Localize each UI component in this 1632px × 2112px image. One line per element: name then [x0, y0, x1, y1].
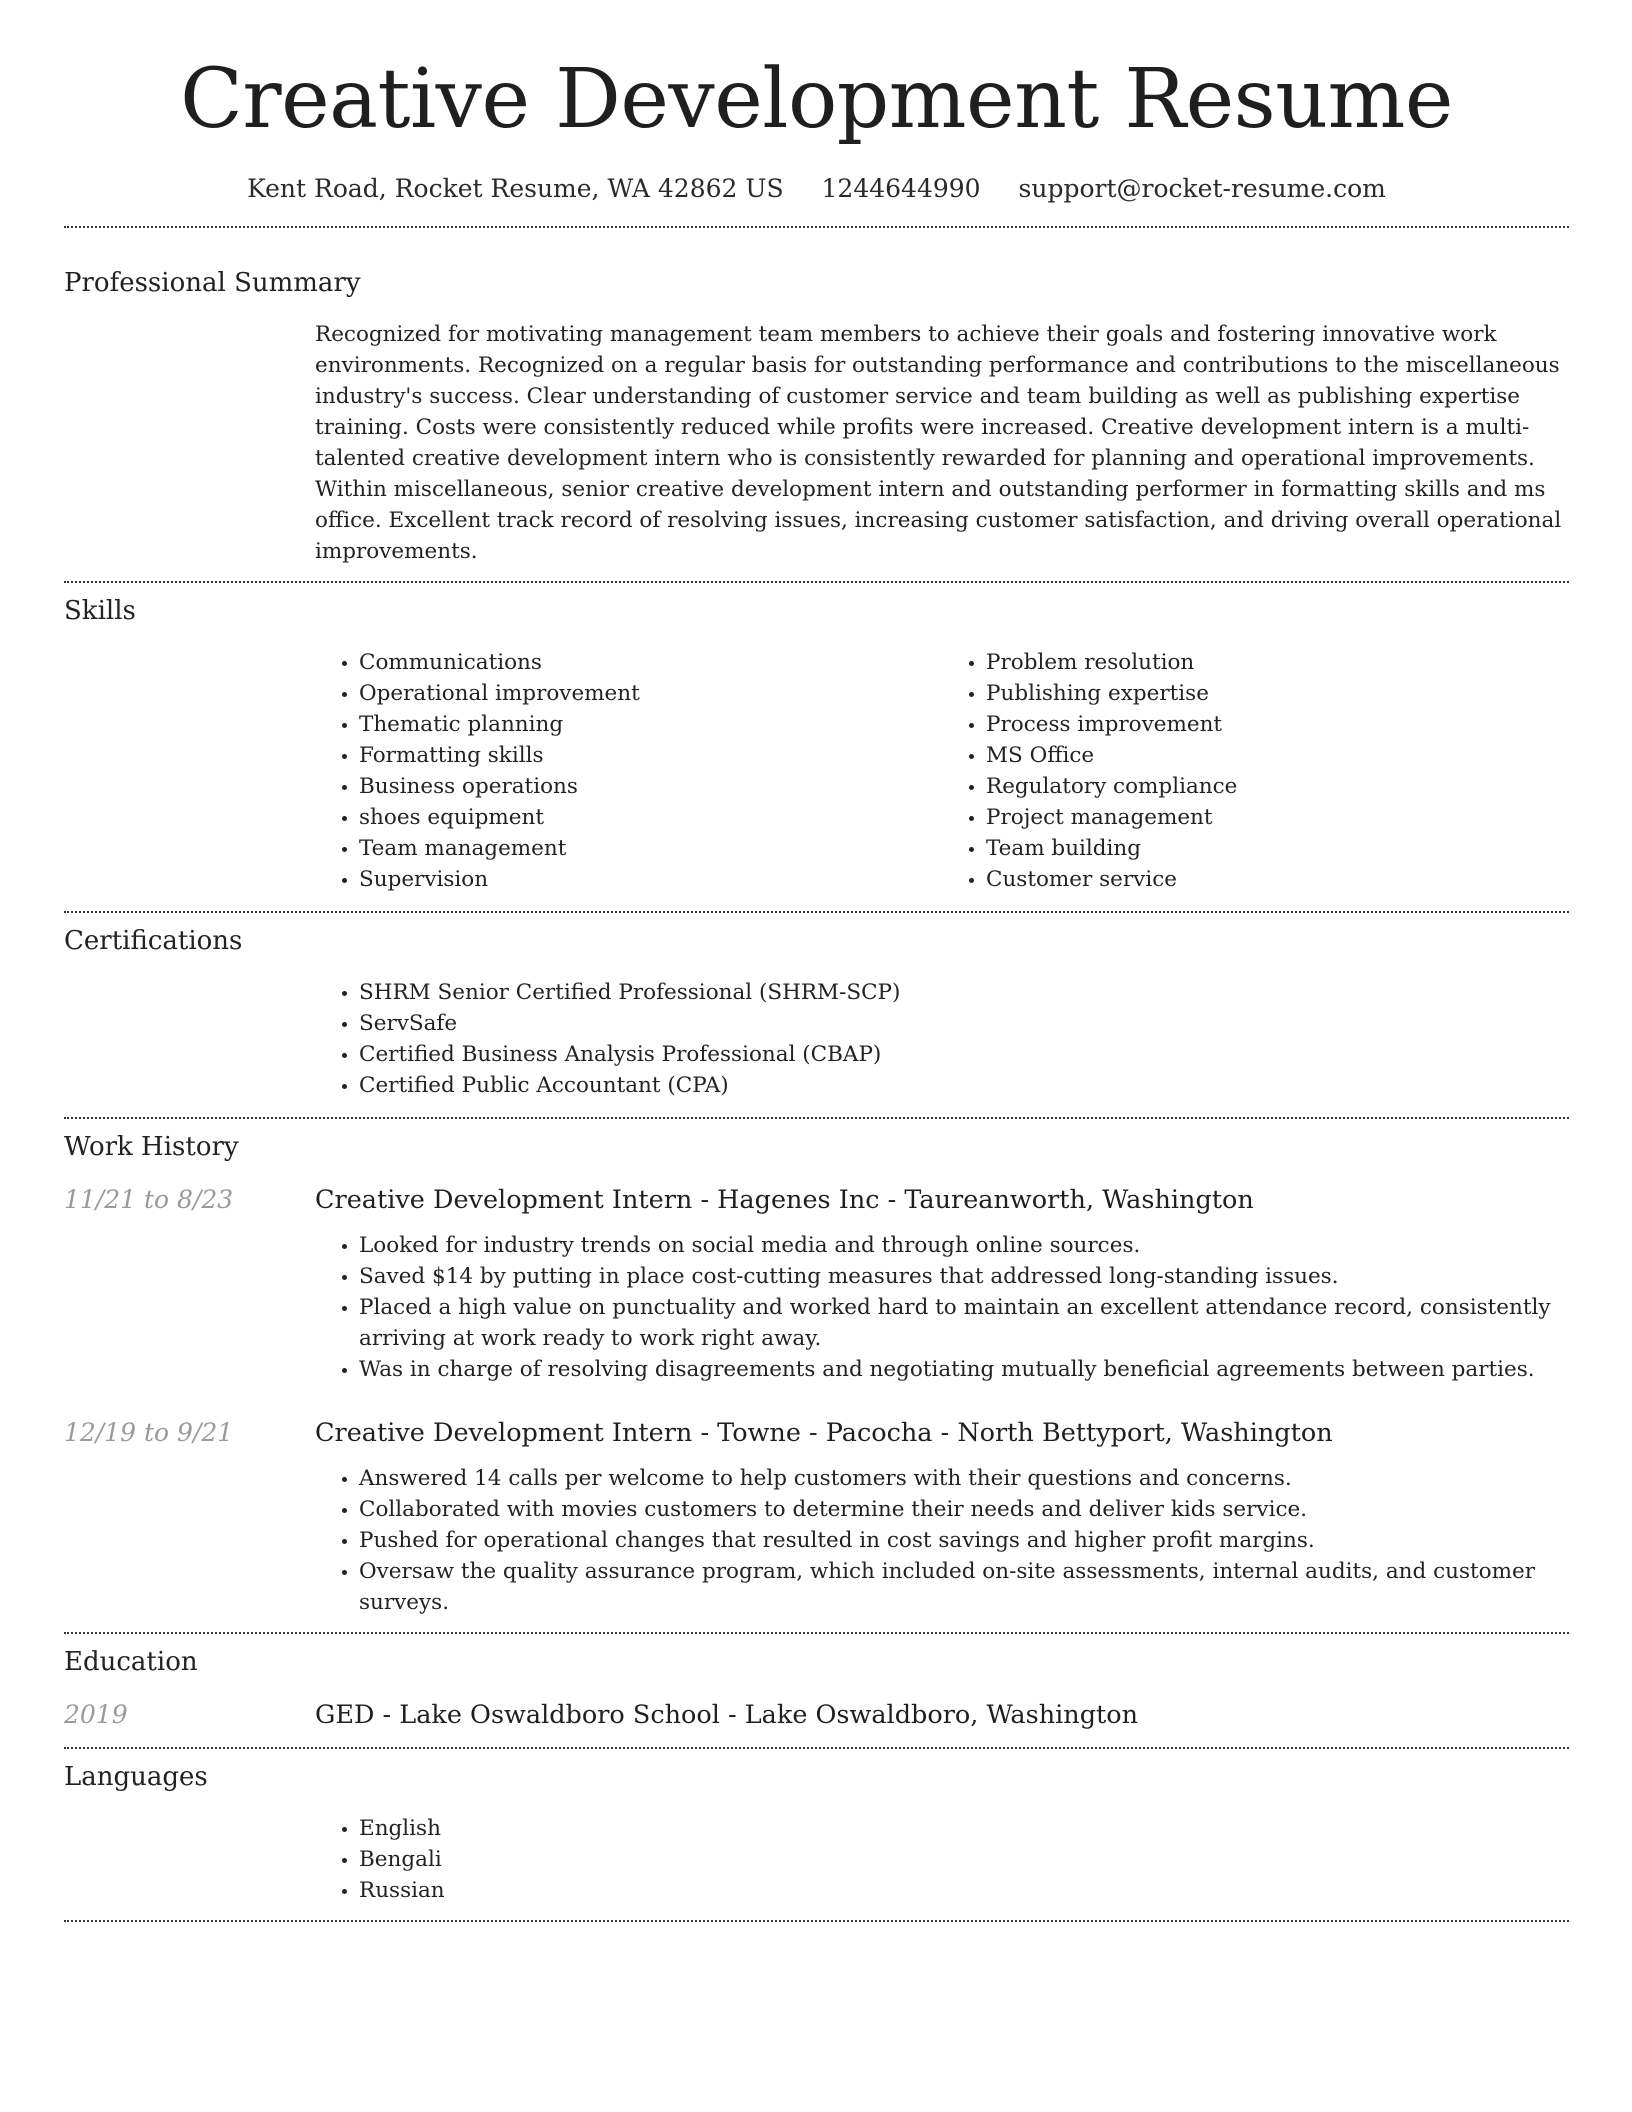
summary-text: Recognized for motivating management team members to achieve their goals and fostering innovative work environments. Recognized on a regular basis for outstanding performance and contributions to the miscellaneous industry's success. Clear understanding of customer service and team building as well as publishing expertise training. Costs were consistently reduced while profits were increased. Creative development intern is a multi-talented creative development intern who is consistently rewarded for planning and operational improvements. Within miscellaneous, senior creative development intern and outstanding performer in formatting skills and ms office. Excellent track record of resolving issues, increasing customer satisfaction, and driving overall operational improvements.: [315, 322, 1562, 564]
list-item: • Team management: [359, 833, 942, 864]
section-title-education: Education: [64, 1647, 198, 1677]
list-item: • Problem resolution: [986, 647, 1569, 678]
list-item: • Thematic planning: [359, 709, 942, 740]
list-item: • Certified Public Accountant (CPA): [359, 1070, 1569, 1101]
list-item: • Collaborated with movies customers to determine their needs and deliver kids service.: [359, 1494, 1569, 1525]
section-divider: [64, 1920, 1569, 1922]
job-header: [64, 1182, 1569, 1218]
list-item: • Operational improvement: [359, 678, 942, 709]
skills-columns: [315, 647, 1569, 895]
job-title: Creative Development Intern - Hagenes Inc - Taureanworth, Washington: [315, 1185, 1254, 1215]
list-item: • Process improvement: [986, 709, 1569, 740]
education-date: 2019: [64, 1700, 128, 1729]
job-dates: 11/21 to 8/23: [64, 1185, 234, 1214]
list-item: • Placed a high value on punctuality and worked hard to maintain an excellent attendance record, consistently arriving at work ready to work right away.: [359, 1292, 1569, 1354]
resume-name: Creative Development Resume: [180, 52, 1453, 147]
list-item: • Pushed for operational changes that resulted in cost savings and higher profit margins.: [359, 1525, 1569, 1556]
section-title-summary: Professional Summary: [64, 268, 361, 298]
education-section: [64, 1634, 1569, 1747]
list-item: • Publishing expertise: [986, 678, 1569, 709]
list-item: • SHRM Senior Certified Professional (SHRM-SCP): [359, 977, 1569, 1008]
resume-page: [64, 0, 1569, 1922]
section-title-languages: Languages: [64, 1762, 208, 1792]
list-item: • Regulatory compliance: [986, 771, 1569, 802]
list-item: • Customer service: [986, 864, 1569, 895]
list-item: • Answered 14 calls per welcome to help customers with their questions and concerns.: [359, 1463, 1569, 1494]
skills-list-left: [315, 647, 942, 895]
list-item: • Saved $14 by putting in place cost-cutting measures that addressed long-standing issues.: [359, 1261, 1569, 1292]
languages-list: [315, 1813, 1569, 1906]
education-entry: [64, 1697, 1569, 1733]
list-item: • Project management: [986, 802, 1569, 833]
list-item: • Looked for industry trends on social media and through online sources.: [359, 1230, 1569, 1261]
job-bullets: [315, 1230, 1569, 1385]
section-title-certifications: Certifications: [64, 926, 243, 956]
summary-section: [64, 228, 1569, 581]
list-item: • shoes equipment: [359, 802, 942, 833]
list-item: • Supervision: [359, 864, 942, 895]
list-item: • Russian: [359, 1875, 1569, 1906]
certifications-list: [315, 977, 1569, 1101]
list-item: • MS Office: [986, 740, 1569, 771]
job-dates: 12/19 to 9/21: [64, 1418, 234, 1447]
contact-line: [64, 170, 1569, 208]
list-item: • Team building: [986, 833, 1569, 864]
section-title-skills: Skills: [64, 596, 136, 626]
contact-email: support@rocket-resume.com: [1018, 174, 1386, 203]
section-title-work-history: Work History: [64, 1132, 239, 1162]
list-item: • Oversaw the quality assurance program, which included on-site assessments, internal audits, and customer surveys.: [359, 1556, 1569, 1618]
job-bullets: [315, 1463, 1569, 1618]
list-item: • Business operations: [359, 771, 942, 802]
skills-list-right: [942, 647, 1569, 895]
contact-phone: 1244644990: [821, 174, 981, 203]
contact-address: Kent Road, Rocket Resume, WA 42862 US: [247, 174, 784, 203]
job-entry: [64, 1415, 1569, 1618]
job-header: [64, 1415, 1569, 1451]
list-item: • ServSafe: [359, 1008, 1569, 1039]
education-title: GED - Lake Oswaldboro School - Lake Oswaldboro, Washington: [315, 1700, 1139, 1730]
list-item: • English: [359, 1813, 1569, 1844]
certifications-section: [64, 913, 1569, 1117]
list-item: • Formatting skills: [359, 740, 942, 771]
list-item: • Communications: [359, 647, 942, 678]
skills-section: [64, 583, 1569, 911]
job-title: Creative Development Intern - Towne - Pacocha - North Bettyport, Washington: [315, 1418, 1333, 1448]
job-entry: [64, 1182, 1569, 1385]
work-history-section: [64, 1119, 1569, 1632]
list-item: • Bengali: [359, 1844, 1569, 1875]
languages-section: [64, 1749, 1569, 1920]
list-item: • Was in charge of resolving disagreements and negotiating mutually beneficial agreements between parties.: [359, 1354, 1569, 1385]
list-item: • Certified Business Analysis Professional (CBAP): [359, 1039, 1569, 1070]
